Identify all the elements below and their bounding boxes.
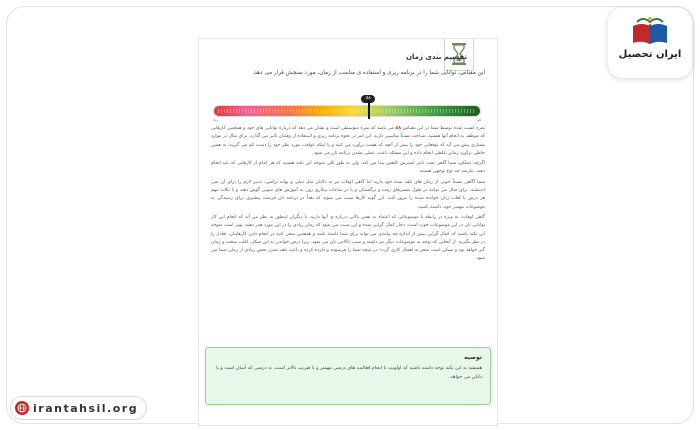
brand-logo[interactable] xyxy=(608,8,692,78)
gauge-bar xyxy=(213,105,481,117)
score-highlight: ۵۸ xyxy=(395,126,401,131)
gauge-ticks xyxy=(218,109,476,113)
book-emblem-icon xyxy=(627,14,673,48)
paragraph-1-before: نمره کسب شده توسط شما در این مقیاس xyxy=(401,126,486,131)
paragraph-2: اگرچه عملکرد شما گاهی تحت تاثیر استرس کاهش پیدا می کند، ولی به طور کلی متوجه این نکته هستید که هر کدام از کارهایی که باید انجام دهید، نیازمند چه نوع توجهی هستند. xyxy=(211,161,485,175)
result-card xyxy=(198,38,498,426)
paragraph-3: شما آگاهی نسبتاً خوبی از زمان های تلف شده خود دارید اما گاهی اوقات نیز به دلایلی مثل تنبلی و بهانه تراشی، تدبیر لازم را برای آن نمی اندیشید. برای مثال می توانید در طول مسیرهای رفت و برگشتتان و یا در ساعات بیکاری روز، به آموزش های صوتی گوش دهید و یا نکات مهم هر درس یا لغات زبان خوانده شده را مرور کنید. این گونه کارها سبب می شوند که بعداً در برنامه تان فرصت بیشتری برای رسیدگی به موضوعات مهمتر خود، داشته باشید. xyxy=(211,179,485,210)
site-url-badge[interactable] xyxy=(10,396,147,420)
gauge-min-label: کم xyxy=(477,118,481,122)
intro-text: این مقیاس، توانایی شما را در برنامه ریزی و استفاده ی مناسب از زمان، مورد سنجش قرار می دهد. xyxy=(252,70,485,76)
advice-box xyxy=(205,347,491,405)
advice-title: توصیه xyxy=(464,354,482,361)
gauge-marker xyxy=(368,101,369,119)
gauge-marker-label: ۵۸ xyxy=(361,95,375,103)
globe-icon xyxy=(15,401,29,415)
advice-text: همیشه به این نکته توجه داشته باشید که اولویت با انجام فعالیت های درسی مهمتر و با ضریب بالاتر است، نه درسی که آسان است و یا دلتان می خواهد. xyxy=(216,366,482,380)
paragraph-4: گاهی اوقات، به ویژه در رابطه با موضوعاتی که اعتماد به نفس بالایی درباره ی آنها دارید، با دیگران اینطور به نظر می آید که انجام این کار توانایی تان در این موضوعات خوب است، دچار کمال گرایی شده و این سبب می شود که زمان زیادی را در این مورد هدر دهید. بهتر است متوجه این نکته باشید که کمال گرایی بیش از اندازه چه پیامدی می تواند برای شما داشته باشد و همچنین سعی کنید در انجام دادن کارهایتان، تعادل را در نظر بگیرید. از آنجایی که توجه به موضوعات دیگر نیز داشته و سبب ناکامی تان می شود. زیرا درس خواندن به این شکل، اغلب سخت و زمان گیر خواهد بود و ممکن است منجر به اهمال کاری گردد؛ در نتیجه شما را فرسوده و دلزده کرده و باعث تلف شدن بخش زیادی از زمان شما می شود. xyxy=(211,214,485,262)
result-description xyxy=(211,125,485,266)
gauge-max-label: زیاد xyxy=(213,118,219,122)
card-title: تقسیم بندی زمان xyxy=(406,53,467,61)
logo-text: ایران تحصیل xyxy=(618,49,682,60)
score-gauge xyxy=(213,97,481,123)
paragraph-1 xyxy=(211,125,485,158)
card-header xyxy=(199,39,497,85)
paragraph-1-after: می باشد که نمره متوسطی است و نشان می دهد که درباره توانایی های خود و همچنین کارهایی که موظف به انجام آنها هستید، شناخت نسبتاً مناسبی دارید. این امر در نحوه برنامه ریزی و استفاده از وقتتان تاثیر می گذارد. برای مثال در موارد بسیاری پیش می آید که توقعاتی خود را بیش از آنچه که هست برآورد می کنید و یا اینکه عواقب مورد نظر خود را دست کم می گیرید، به همین خاطر، برآورد زمانی غلطی انجام داده و این مسئله باعث، عملی نشدن برنامه تان می شود. xyxy=(211,126,485,156)
site-url: irantahsil.org xyxy=(33,401,139,415)
